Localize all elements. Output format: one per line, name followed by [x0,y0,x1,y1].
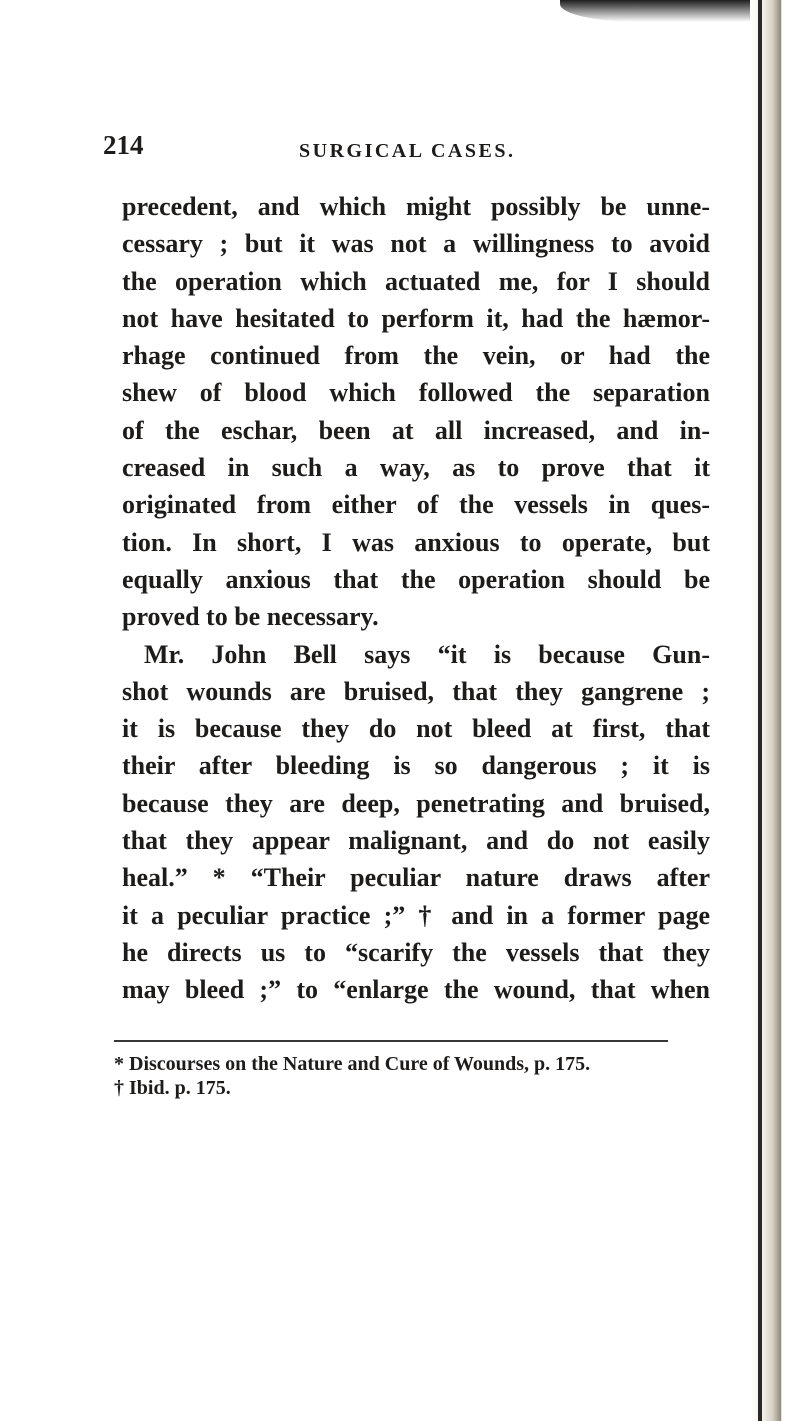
text-line: not have hesitated to perform it, had the hæmor- [122,303,710,333]
text-line: proved to be necessary. [122,602,379,632]
footnote-rule [114,1040,668,1042]
footnote: * Discourses on the Nature and Cure of Wounds, p. 175. [114,1053,591,1075]
text-line: it a peculiar practice ;” † and in a former page [122,900,710,930]
text-line: their after bleeding is so dangerous ; it is [122,751,710,781]
text-line: the operation which actuated me, for I should [122,266,710,296]
page-number: 214 [103,130,144,160]
binding-line [758,0,762,1421]
running-head: SURGICAL CASES. [299,140,516,162]
text-line: it is because they do not bleed at first, that [122,714,710,744]
text-line: creased in such a way, as to prove that it [122,453,710,483]
text-line: tion. In short, I was anxious to operate, but [122,527,710,557]
text-line: shew of blood which followed the separation [122,378,710,408]
text-line: precedent, and which might possibly be unne- [122,192,710,221]
text-line: of the eschar, been at all increased, and in- [122,415,710,445]
text-line: originated from either of the vessels in ques- [122,490,710,520]
text-line: may bleed ;” to “enlarge the wound, that when [122,975,710,1005]
text-line: he directs us to “scarify the vessels that they [122,937,710,967]
text-line: because they are deep, penetrating and bruised, [122,788,710,818]
text-line: heal.” * “Their peculiar nature draws after [122,863,710,893]
text-line: Mr. John Bell says “it is because Gun- [144,639,710,669]
text-line: rhage continued from the vein, or had the [122,341,710,371]
footnote: † Ibid. p. 175. [114,1077,231,1099]
body-text [122,188,710,1009]
text-line: cessary ; but it was not a willingness to avoid [122,229,710,259]
footnotes [114,1052,714,1100]
text-line: that they appear malignant, and do not easily [122,826,710,856]
text-line: equally anxious that the operation should be [122,564,710,594]
page-header [103,130,703,170]
text-line: shot wounds are bruised, that they gangrene ; [122,676,710,706]
